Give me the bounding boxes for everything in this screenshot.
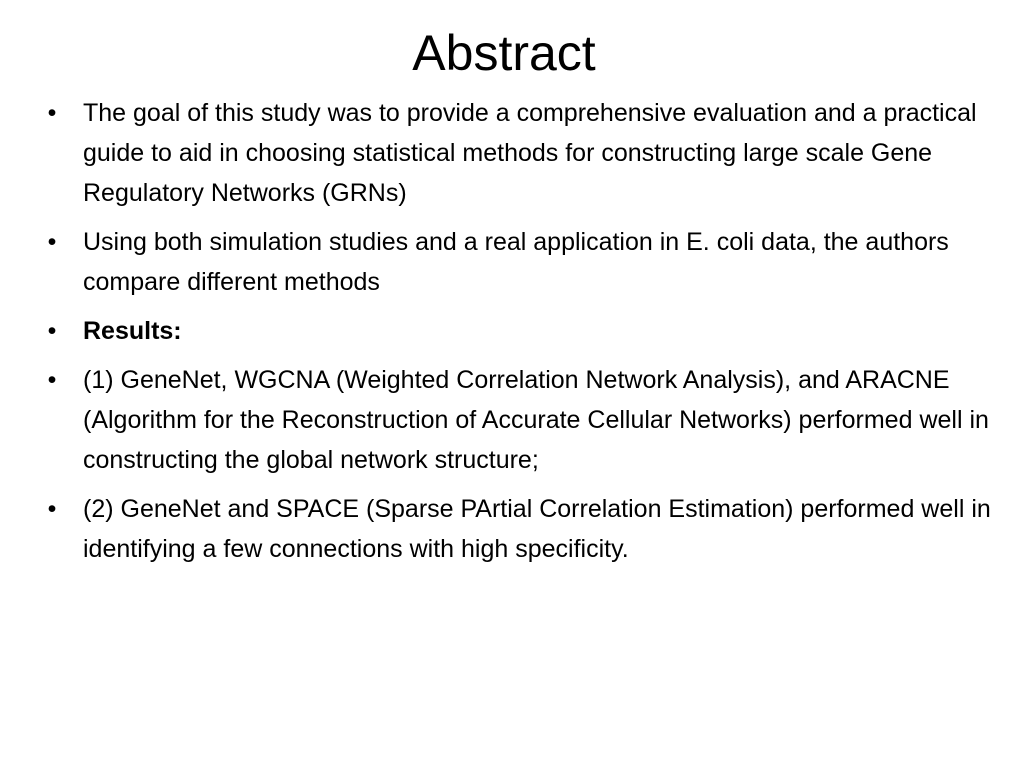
slide-title: Abstract	[412, 25, 596, 81]
bullet-icon: •	[47, 317, 57, 345]
bullet-text: The goal of this study was to provide a comprehensive evaluation and a practical guide to aid in choosing statistical methods for constructing large scale Gene Regulatory Networks (GRNs)	[83, 99, 977, 207]
bullet-item-goal	[42, 93, 1002, 213]
bullet-item-result-2	[42, 489, 1002, 569]
bullet-text: Using both simulation studies and a real application in E. coli data, the authors compare different methods	[83, 228, 949, 296]
bullet-text: Results:	[83, 317, 182, 345]
bullet-item-results-heading	[42, 311, 1002, 351]
bullet-item-result-1	[42, 360, 1002, 480]
bullet-text: (1) GeneNet, WGCNA (Weighted Correlation Network Analysis), and ARACNE (Algorithm for the Reconstruction of Accurate Cellular Networks) performed well in constructing the global network structure;	[83, 366, 989, 474]
bullet-item-methods	[42, 222, 1002, 302]
bullet-icon: •	[47, 366, 57, 394]
bullet-icon: •	[47, 495, 57, 523]
bullet-icon: •	[47, 99, 57, 127]
bullet-text: (2) GeneNet and SPACE (Sparse PArtial Correlation Estimation) performed well in identifying a few connections with high specificity.	[83, 495, 991, 563]
bullet-icon: •	[47, 228, 57, 256]
bullet-list	[42, 93, 1002, 578]
